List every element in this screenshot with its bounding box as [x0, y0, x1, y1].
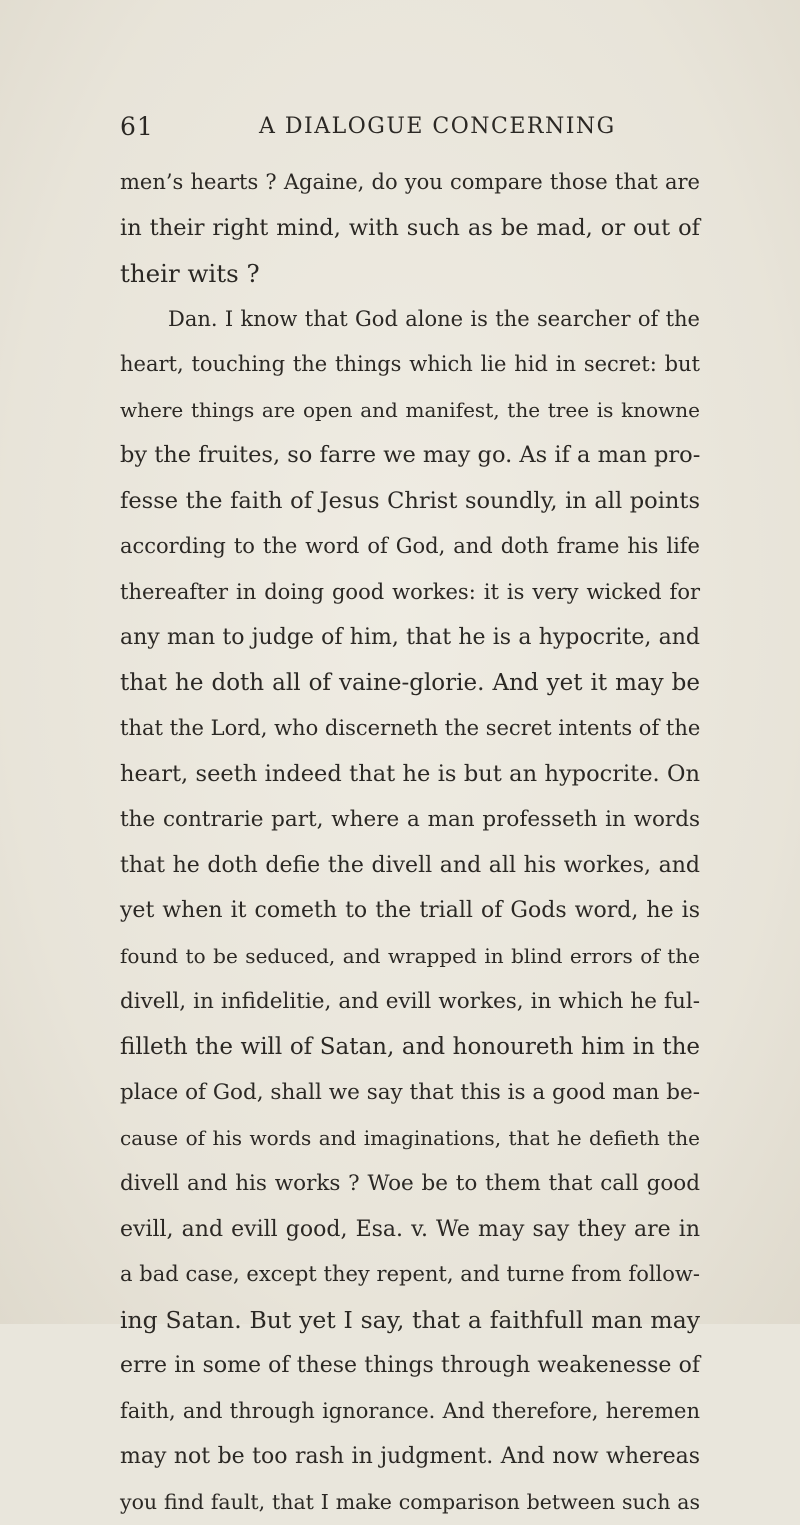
text-line: may not be too rash in judgment. And now whereas [120, 1434, 700, 1480]
text-line: faith, and through ignorance. And therefore, heremen [120, 1389, 700, 1435]
text-line: their wits ? [120, 251, 700, 297]
running-head [0, 112, 800, 146]
text-line: ing Satan. But yet I say, that a faithfull man may [120, 1298, 700, 1344]
text-line: erre in some of these things through weakenesse of [120, 1343, 700, 1389]
text-line: place of God, shall we say that this is a good man be- [120, 1070, 700, 1116]
running-title: A DIALOGUE CONCERNING [259, 114, 616, 139]
text-line: evill, and evill good, Esa. v. We may say they are in [120, 1207, 700, 1253]
text-line: cause of his words and imaginations, that he defieth the [120, 1116, 700, 1162]
text-line: divell, in infidelitie, and evill workes, in which he ful- [120, 979, 700, 1025]
text-line: thereafter in doing good workes: it is very wicked for [120, 570, 700, 616]
text-line: divell and his works ? Woe be to them that call good [120, 1161, 700, 1207]
text-line: by the fruites, so farre we may go. As if a man pro- [120, 433, 700, 479]
text-line: that the Lord, who discerneth the secret intents of the [120, 706, 700, 752]
text-line: heart, touching the things which lie hid in secret: but [120, 342, 700, 388]
text-line: that he doth all of vaine-glorie. And yet it may be [120, 661, 700, 707]
text-line: yet when it cometh to the triall of Gods word, he is [120, 888, 700, 934]
text-line: that he doth defie the divell and all his workes, and [120, 843, 700, 889]
text-line: according to the word of God, and doth frame his life [120, 524, 700, 570]
text-line: in their right mind, with such as be mad, or out of [120, 206, 700, 252]
page-number: 61 [120, 112, 154, 141]
text-line: a bad case, except they repent, and turne from follow- [120, 1252, 700, 1298]
text-line: Dan. I know that God alone is the searcher of the [120, 297, 700, 343]
text-line: you find fault, that I make comparison between such as [120, 1480, 700, 1525]
text-line: where things are open and manifest, the tree is knowne [120, 388, 700, 434]
text-line: the contrarie part, where a man professeth in words [120, 797, 700, 843]
body-text [120, 160, 700, 1525]
text-line: fesse the faith of Jesus Christ soundly, in all points [120, 479, 700, 525]
text-line: filleth the will of Satan, and honoureth him in the [120, 1025, 700, 1071]
text-line: any man to judge of him, that he is a hypocrite, and [120, 615, 700, 661]
text-line: found to be seduced, and wrapped in blind errors of the [120, 934, 700, 980]
text-line: men’s hearts ? Againe, do you compare those that are [120, 160, 700, 206]
text-line: heart, seeth indeed that he is but an hypocrite. On [120, 752, 700, 798]
